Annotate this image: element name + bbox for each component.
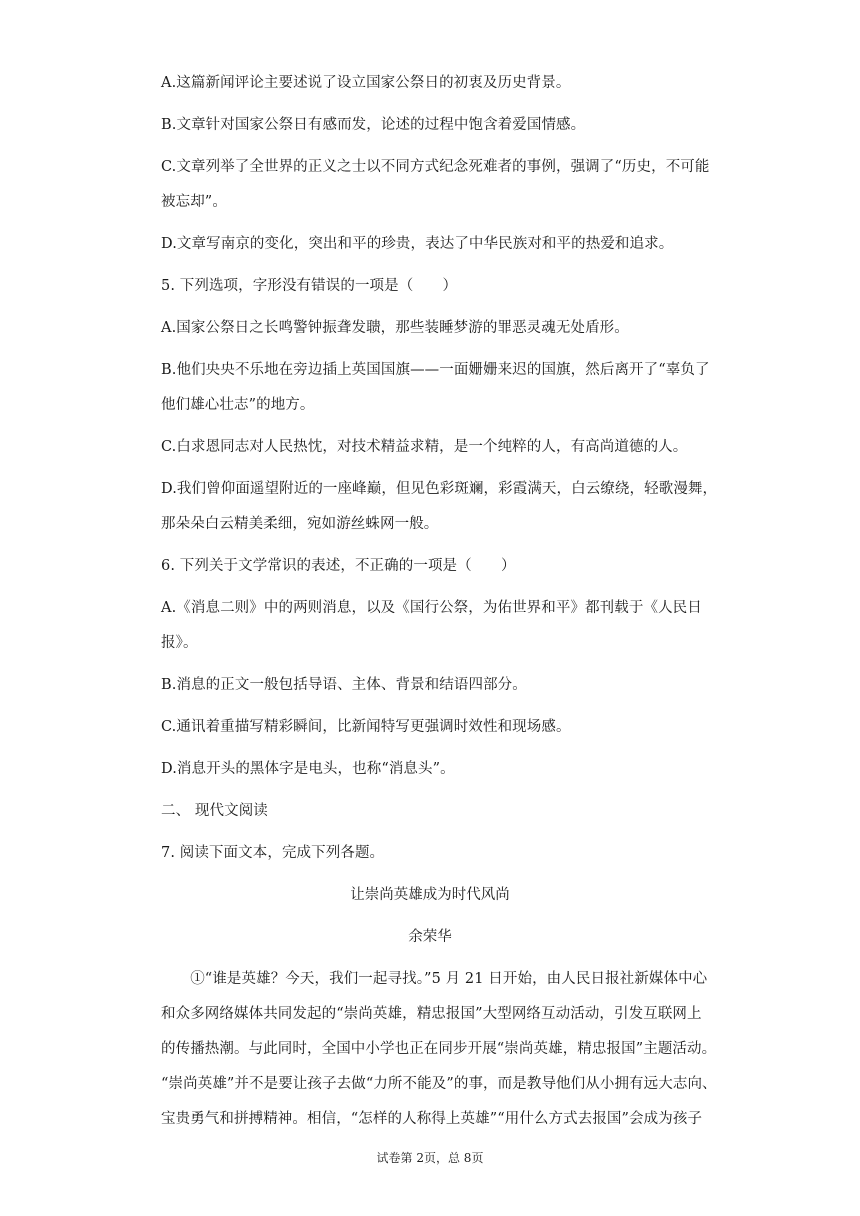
article-paragraph-line: 和众多网络媒体共同发起的“崇尚英雄，精忠报国”大型网络互动活动，引发互联网上 <box>161 1006 702 1022</box>
q5-option-d-line2: 那朵朵白云精美柔细，宛如游丝蛛网一般。 <box>161 516 439 532</box>
q6-option-b: B.消息的正文一般包括导语、主体、背景和结语四部分。 <box>161 677 527 693</box>
q5-option-d-line1: D.我们曾仰面遥望附近的一座峰巅，但见色彩斑斓，彩霞满天，白云缭绕，轻歌漫舞， <box>161 481 718 497</box>
q4-option-c-line2: 被忘却”。 <box>161 194 227 210</box>
q6-option-a-line1: A.《消息二则》中的两则消息，以及《国行公祭，为佑世界和平》都刊载于《人民日 <box>161 600 702 616</box>
article-paragraph-line: 宝贵勇气和拼搏精神。相信，“怎样的人称得上英雄”“用什么方式去报国”会成为孩子 <box>161 1111 703 1127</box>
section-heading: 二、 现代文阅读 <box>161 803 268 819</box>
q5-option-c: C.白求恩同志对人民热忱，对技术精益求精，是一个纯粹的人，有高尚道德的人。 <box>161 439 688 455</box>
question-7: 7. 阅读下面文本，完成下列各题。 <box>161 845 385 861</box>
page-footer: 试卷第 2页，总 8页 <box>376 1151 484 1165</box>
q4-option-d: D.文章写南京的变化，突出和平的珍贵，表达了中华民族对和平的热爱和追求。 <box>161 236 674 252</box>
q5-option-a: A.国家公祭日之长鸣警钟振聋发聩，那些装睡梦游的罪恶灵魂无处盾形。 <box>161 320 629 336</box>
q6-option-c: C.通讯着重描写精彩瞬间，比新闻特写更强调时效性和现场感。 <box>161 719 571 735</box>
question-6: 6. 下列关于文学常识的表述，不正确的一项是（ ） <box>161 558 516 574</box>
q5-option-b-line1: B.他们央央不乐地在旁边插上英国国旗——一面姗姗来迟的国旗，然后离开了“辜负了 <box>161 362 710 378</box>
article-paragraph-line: “崇尚英雄”并不是要让孩子去做“力所不能及”的事，而是教导他们从小拥有远大志向、 <box>161 1076 717 1092</box>
article-author: 余荣华 <box>408 929 452 945</box>
question-5: 5. 下列选项，字形没有错误的一项是（ ） <box>161 278 458 294</box>
article-paragraph-line: ①“谁是英雄？今天，我们一起寻找。”5 月 21 日开始，由人民日报社新媒体中心 <box>161 971 708 987</box>
q6-option-d: D.消息开头的黑体字是电头，也称“消息头”。 <box>161 761 455 777</box>
article-paragraph-line: 的传播热潮。与此同时，全国中小学也正在同步开展“崇尚英雄，精忠报国”主题活动。 <box>161 1041 717 1057</box>
q4-option-c-line1: C.文章列举了全世界的正义之士以不同方式纪念死难者的事例，强调了“历史，不可能 <box>161 159 710 175</box>
q5-option-b-line2: 他们雄心壮志”的地方。 <box>161 397 315 413</box>
q4-option-a: A.这篇新闻评论主要述说了设立国家公祭日的初衷及历史背景。 <box>161 75 571 91</box>
q4-option-b: B.文章针对国家公祭日有感而发，论述的过程中饱含着爱国情感。 <box>161 117 586 133</box>
q6-option-a-line2: 报》。 <box>161 635 198 651</box>
article-title: 让崇尚英雄成为时代风尚 <box>350 887 510 903</box>
